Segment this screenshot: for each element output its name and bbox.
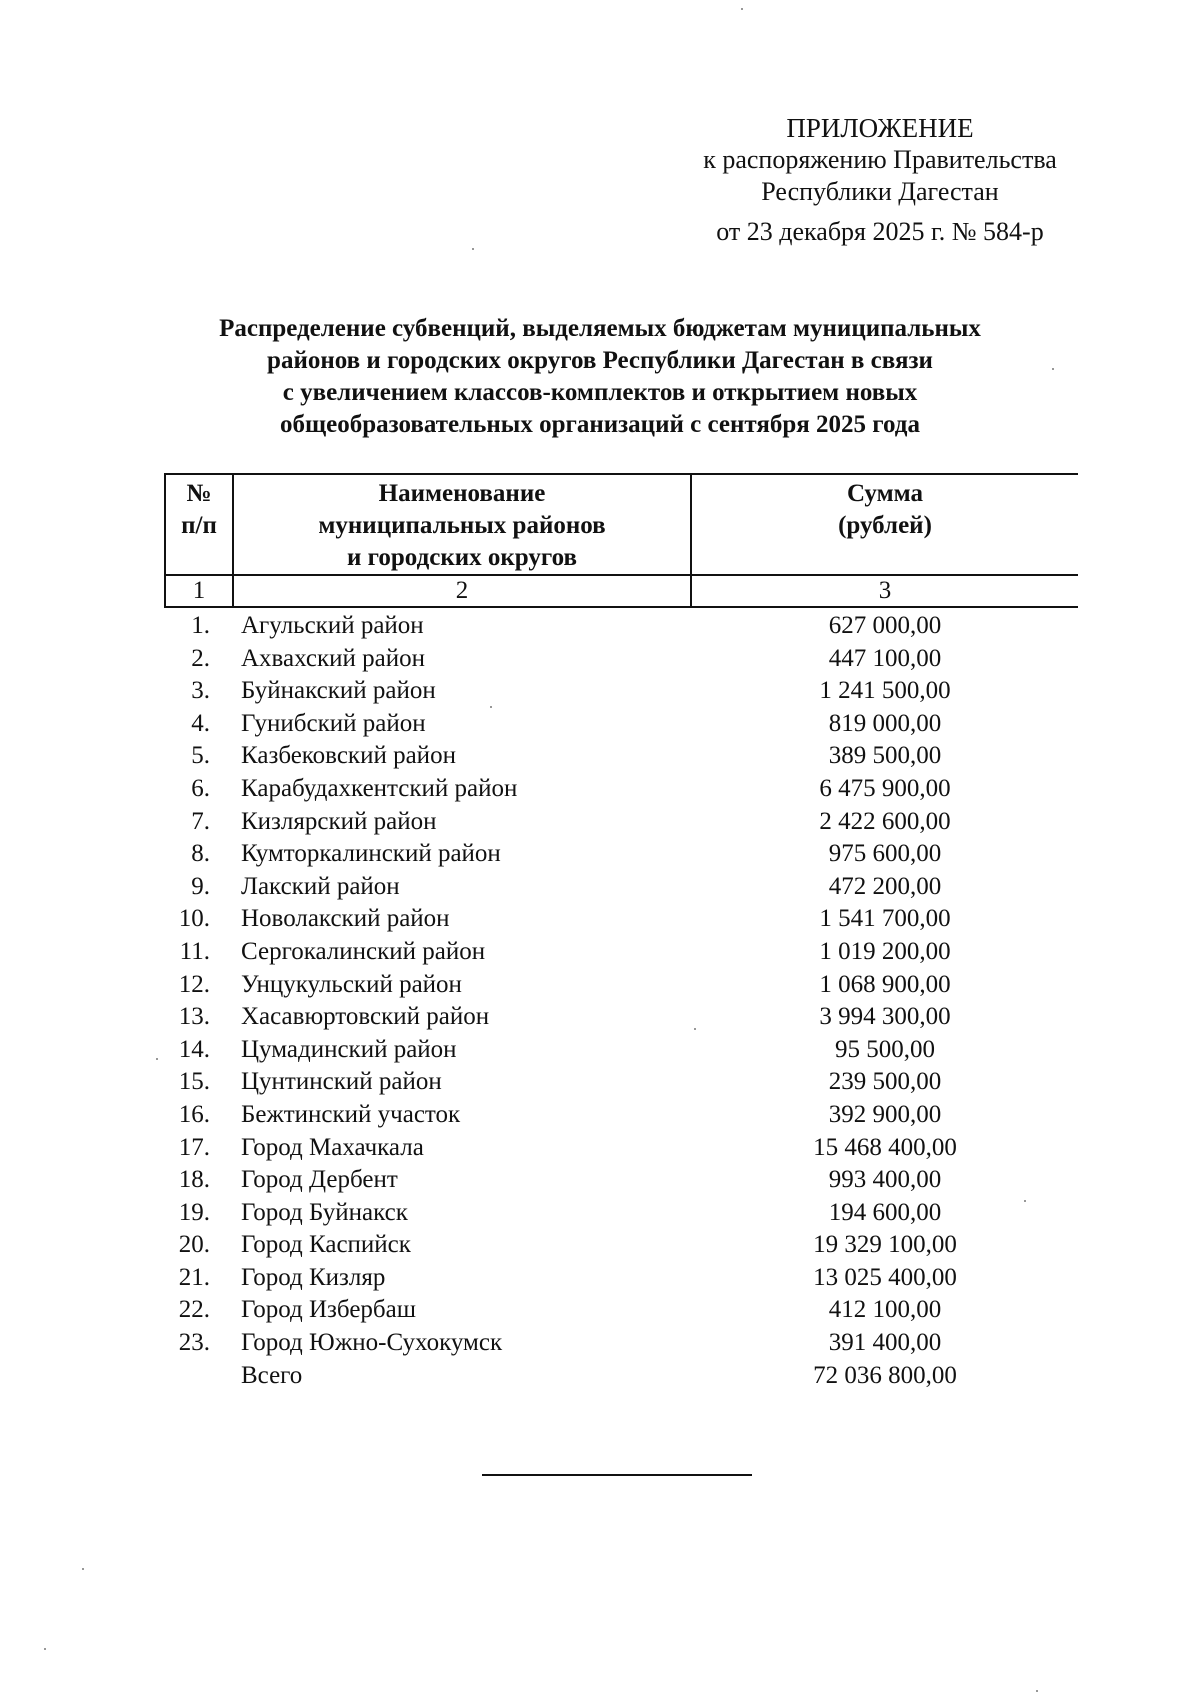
appendix-date-line: от 23 декабря 2025 г. № 584-р bbox=[716, 217, 1044, 246]
header-number-line-1: № bbox=[186, 480, 212, 507]
row-number: 14. bbox=[178, 1035, 210, 1063]
row-amount: 412 100,00 bbox=[828, 1296, 942, 1324]
table-row bbox=[0, 1197, 1200, 1230]
title-line-4: общеобразовательных организаций с сентября 2025 года bbox=[280, 411, 920, 438]
row-name: Цумадинский район bbox=[241, 1035, 457, 1063]
row-name: Город Буйнакск bbox=[241, 1198, 408, 1226]
table-row bbox=[0, 675, 1200, 708]
row-name: Гунибский район bbox=[241, 709, 426, 737]
scan-speck bbox=[472, 248, 474, 250]
row-name: Казбековский район bbox=[241, 742, 456, 770]
row-amount: 627 000,00 bbox=[828, 612, 942, 639]
row-amount: 13 025 400,00 bbox=[813, 1263, 957, 1291]
table-row bbox=[0, 1001, 1200, 1034]
row-name: Город Южно-Сухокумск bbox=[241, 1329, 503, 1357]
header-name-line-2: муниципальных районов bbox=[318, 512, 606, 539]
row-amount: 2 422 600,00 bbox=[819, 807, 951, 835]
scan-speck bbox=[44, 1648, 46, 1650]
scan-speck bbox=[741, 8, 743, 10]
row-amount: 239 500,00 bbox=[828, 1068, 942, 1096]
table-colnum-bottom-rule bbox=[164, 606, 1078, 608]
table-row bbox=[0, 936, 1200, 969]
row-number: 15. bbox=[178, 1068, 210, 1096]
table-row bbox=[0, 1034, 1200, 1067]
header-amount-line-1: Сумма bbox=[847, 480, 923, 507]
table-row bbox=[0, 708, 1200, 741]
row-amount: 391 400,00 bbox=[828, 1329, 942, 1357]
table-row bbox=[0, 1327, 1200, 1360]
document-title bbox=[120, 313, 1080, 441]
row-name: Город Махачкала bbox=[241, 1133, 424, 1161]
header-amount-line-2: (рублей) bbox=[838, 512, 932, 539]
row-number: 11. bbox=[179, 937, 210, 965]
appendix-line-2: Республики Дагестан bbox=[761, 177, 999, 206]
table-top-rule bbox=[164, 473, 1078, 475]
row-number: 3. bbox=[191, 677, 210, 705]
table-row bbox=[0, 773, 1200, 806]
row-number: 17. bbox=[178, 1133, 210, 1161]
row-amount: 389 500,00 bbox=[828, 742, 942, 770]
row-name: Город Дербент bbox=[241, 1166, 398, 1194]
table-row bbox=[0, 969, 1200, 1002]
row-number: 7. bbox=[191, 807, 210, 835]
row-number: 2. bbox=[191, 644, 210, 672]
row-amount: 975 600,00 bbox=[828, 840, 942, 868]
table-row bbox=[0, 1164, 1200, 1197]
row-amount: 15 468 400,00 bbox=[813, 1133, 957, 1161]
row-amount: 819 000,00 bbox=[828, 709, 942, 737]
header-name-line-1: Наименование bbox=[378, 480, 546, 507]
column-number-1: 1 bbox=[192, 577, 206, 604]
row-number: 20. bbox=[178, 1231, 210, 1259]
footer-rule bbox=[482, 1474, 752, 1476]
title-line-2: районов и городских округов Республики Дагестан в связи bbox=[267, 347, 933, 374]
row-amount: 19 329 100,00 bbox=[813, 1231, 957, 1259]
header-number bbox=[166, 478, 232, 542]
header-amount bbox=[692, 478, 1078, 542]
row-amount: 1 541 700,00 bbox=[819, 905, 951, 933]
total-label: Всего bbox=[241, 1361, 303, 1389]
column-number-2: 2 bbox=[455, 577, 469, 604]
row-number: 23. bbox=[178, 1329, 210, 1357]
row-name: Сергокалинский район bbox=[241, 937, 486, 965]
row-amount: 1 241 500,00 bbox=[819, 677, 951, 705]
row-name: Лакский район bbox=[241, 872, 400, 900]
row-name: Бежтинский участок bbox=[241, 1100, 461, 1128]
row-number: 4. bbox=[191, 709, 210, 737]
table-row bbox=[0, 1099, 1200, 1132]
row-amount: 1 019 200,00 bbox=[819, 937, 951, 965]
row-number: 22. bbox=[178, 1296, 210, 1324]
row-name: Кизлярский район bbox=[241, 807, 437, 835]
table-row bbox=[0, 740, 1200, 773]
table-row bbox=[0, 806, 1200, 839]
table-row bbox=[0, 643, 1200, 676]
scan-speck bbox=[82, 1568, 84, 1570]
row-amount: 472 200,00 bbox=[828, 872, 942, 900]
row-name: Хасавюртовский район bbox=[241, 1003, 490, 1031]
appendix-heading: ПРИЛОЖЕНИЕ bbox=[786, 113, 974, 143]
scan-speck bbox=[1024, 1200, 1026, 1202]
row-number: 18. bbox=[178, 1166, 210, 1194]
row-name: Цунтинский район bbox=[241, 1068, 442, 1096]
total-row bbox=[0, 1360, 1200, 1393]
row-number: 6. bbox=[191, 774, 210, 802]
row-name: Кумторкалинский район bbox=[241, 840, 501, 868]
table-row bbox=[0, 1229, 1200, 1262]
row-amount: 1 068 900,00 bbox=[819, 970, 951, 998]
row-number: 12. bbox=[178, 970, 210, 998]
table-row bbox=[0, 871, 1200, 904]
row-number: 13. bbox=[178, 1003, 210, 1031]
row-amount: 447 100,00 bbox=[828, 644, 942, 672]
row-name: Город Каспийск bbox=[241, 1231, 411, 1259]
row-name: Ахвахский район bbox=[241, 644, 426, 672]
table-row bbox=[0, 1132, 1200, 1165]
scan-speck bbox=[1036, 1690, 1038, 1692]
table-row bbox=[0, 1066, 1200, 1099]
row-number: 10. bbox=[178, 905, 210, 933]
scan-speck bbox=[694, 1028, 696, 1030]
table-row bbox=[0, 1294, 1200, 1327]
scan-speck bbox=[1052, 368, 1054, 370]
row-amount: 993 400,00 bbox=[828, 1166, 942, 1194]
total-amount: 72 036 800,00 bbox=[813, 1361, 957, 1389]
row-number: 9. bbox=[191, 872, 210, 900]
row-name: Буйнакский район bbox=[241, 677, 436, 705]
title-line-1: Распределение субвенций, выделяемых бюджетам муниципальных bbox=[219, 315, 981, 342]
row-amount: 6 475 900,00 bbox=[819, 774, 951, 802]
row-amount: 95 500,00 bbox=[835, 1035, 935, 1063]
appendix-line-1: к распоряжению Правительства bbox=[703, 145, 1057, 174]
row-number: 8. bbox=[191, 840, 210, 868]
row-number: 19. bbox=[178, 1198, 210, 1226]
row-amount: 194 600,00 bbox=[828, 1198, 942, 1226]
title-line-3: с увеличением классов-комплектов и открытием новых bbox=[282, 379, 918, 406]
table-row bbox=[0, 610, 1200, 643]
header-name bbox=[234, 478, 690, 574]
row-number: 16. bbox=[178, 1100, 210, 1128]
row-name: Город Кизляр bbox=[241, 1263, 386, 1291]
table-body bbox=[0, 610, 1200, 1392]
row-name: Новолакский район bbox=[241, 905, 450, 933]
row-number: 21. bbox=[178, 1263, 210, 1291]
scan-speck bbox=[156, 1058, 158, 1060]
header-number-line-2: п/п bbox=[181, 512, 217, 539]
row-amount: 392 900,00 bbox=[828, 1100, 942, 1128]
appendix-block bbox=[660, 112, 1100, 248]
table-row bbox=[0, 838, 1200, 871]
row-number: 1. bbox=[191, 612, 210, 639]
row-amount: 3 994 300,00 bbox=[819, 1003, 951, 1031]
row-name: Карабудахкентский район bbox=[241, 774, 518, 802]
column-number-3: 3 bbox=[878, 577, 892, 604]
header-name-line-3: и городских округов bbox=[347, 544, 577, 571]
row-name: Агульский район bbox=[241, 612, 424, 639]
row-number: 5. bbox=[191, 742, 210, 770]
row-name: Город Избербаш bbox=[241, 1296, 416, 1324]
row-name: Унцукульский район bbox=[241, 970, 462, 998]
table-row bbox=[0, 903, 1200, 936]
table-row bbox=[0, 1262, 1200, 1295]
scan-speck bbox=[490, 706, 492, 708]
